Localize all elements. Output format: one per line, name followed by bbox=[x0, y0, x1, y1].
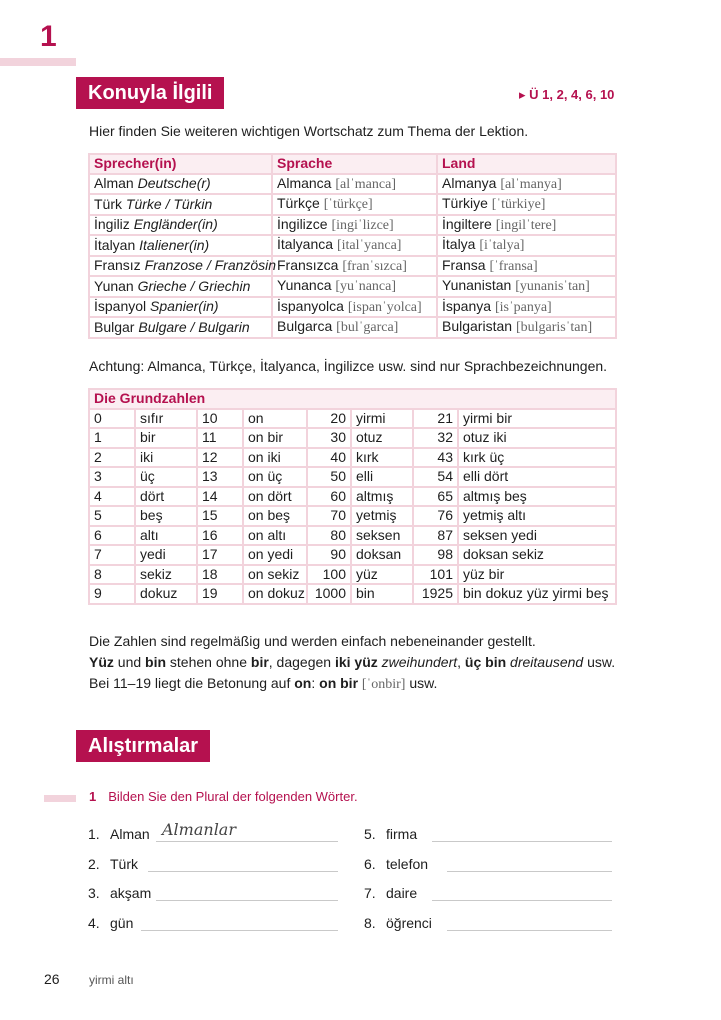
language-cell bbox=[272, 317, 437, 338]
language-table bbox=[88, 153, 617, 339]
answer-line[interactable] bbox=[148, 871, 338, 872]
numbers-table-row bbox=[89, 526, 616, 546]
language-table-row bbox=[89, 317, 616, 338]
number-word-cell: yirmi bbox=[351, 409, 413, 429]
exercise-item-index: 3. bbox=[88, 885, 100, 901]
number-digit-cell: 11 bbox=[197, 428, 243, 448]
exercise-item-index: 6. bbox=[364, 855, 376, 872]
number-word-cell: altı bbox=[135, 526, 197, 546]
number-digit-cell: 100 bbox=[307, 565, 351, 585]
number-digit-cell: 6 bbox=[89, 526, 135, 546]
exercise-item bbox=[88, 826, 150, 846]
speaker-cell bbox=[89, 215, 272, 236]
exercise-item-index: 8. bbox=[364, 914, 376, 931]
page-number: 26 bbox=[44, 971, 60, 987]
speaker-turkish: Türk bbox=[94, 195, 122, 212]
country-pronunciation: [ˈtürkiye] bbox=[491, 197, 546, 212]
number-digit-cell: 80 bbox=[307, 526, 351, 546]
language-cell bbox=[272, 194, 437, 215]
language-cell bbox=[272, 215, 437, 236]
country-cell bbox=[437, 174, 616, 195]
number-digit-cell: 40 bbox=[307, 448, 351, 468]
language-name: İngilizce bbox=[277, 215, 328, 232]
number-word-cell: bin dokuz yüz yirmi beş bbox=[458, 584, 616, 604]
exercise-item-index: 1. bbox=[88, 826, 100, 842]
country-pronunciation: [isˈpanya] bbox=[494, 299, 552, 315]
section-heading-alistirmalar: Alıştırmalar bbox=[76, 730, 210, 762]
note-italic: zweihundert bbox=[381, 654, 458, 670]
number-word-cell: elli dört bbox=[458, 467, 616, 487]
language-name: İspanyolca bbox=[277, 297, 344, 314]
grammar-notes bbox=[89, 631, 615, 695]
language-table-row bbox=[89, 215, 616, 236]
speaker-turkish: İspanyol bbox=[94, 298, 147, 314]
note-bold: bir bbox=[250, 654, 269, 670]
number-digit-cell: 15 bbox=[197, 506, 243, 526]
country-cell bbox=[437, 215, 616, 236]
country-name: Yunanistan bbox=[442, 277, 512, 293]
speaker-cell bbox=[89, 276, 272, 297]
country-name: İtalya bbox=[442, 236, 476, 252]
answer-line[interactable] bbox=[141, 930, 338, 931]
number-word-cell: otuz bbox=[351, 428, 413, 448]
number-digit-cell: 50 bbox=[307, 467, 351, 487]
number-digit-cell: 76 bbox=[413, 506, 458, 526]
speaker-cell bbox=[89, 317, 272, 338]
speaker-cell bbox=[89, 256, 277, 277]
speaker-turkish: Alman bbox=[94, 175, 134, 191]
note-text: stehen ohne bbox=[166, 654, 251, 670]
note-text: usw. bbox=[583, 654, 616, 670]
number-word-cell: yirmi bir bbox=[458, 409, 616, 429]
column-header-speaker: Sprecher(in) bbox=[89, 154, 272, 174]
number-word-cell: on üç bbox=[243, 467, 307, 487]
exercise-item-word: gün bbox=[110, 914, 134, 931]
note-text: Bei 11–19 liegt die Betonung auf bbox=[89, 675, 295, 691]
numbers-table-row bbox=[89, 565, 616, 585]
column-header-language: Sprache bbox=[272, 154, 437, 174]
number-digit-cell: 1000 bbox=[307, 584, 351, 604]
number-digit-cell: 12 bbox=[197, 448, 243, 468]
note-text: , bbox=[457, 654, 465, 670]
country-pronunciation: [ingilˈtere] bbox=[495, 217, 557, 233]
chapter-number: 1 bbox=[40, 20, 57, 53]
number-word-cell: on sekiz bbox=[243, 565, 307, 585]
speaker-german: Engländer(in) bbox=[133, 216, 218, 232]
speaker-turkish: Bulgar bbox=[94, 318, 135, 335]
speaker-cell bbox=[89, 297, 272, 318]
number-word-cell: on bbox=[243, 409, 307, 429]
country-cell bbox=[437, 194, 616, 215]
country-name: Fransa bbox=[442, 256, 486, 273]
country-cell bbox=[437, 276, 616, 297]
number-word-cell: otuz iki bbox=[458, 428, 616, 448]
language-table-row bbox=[89, 194, 616, 215]
speaker-german: Spanier(in) bbox=[150, 298, 219, 314]
country-name: Türkiye bbox=[442, 195, 488, 211]
language-table-row bbox=[89, 174, 616, 195]
page-number-word: yirmi altı bbox=[89, 973, 134, 987]
exercise-item-word: akşam bbox=[110, 885, 152, 901]
exercise-item bbox=[364, 885, 417, 905]
chapter-accent-bar bbox=[0, 58, 76, 66]
speaker-german: Türke / Türkin bbox=[125, 195, 213, 212]
number-digit-cell: 54 bbox=[413, 467, 458, 487]
number-word-cell: doksan bbox=[351, 545, 413, 565]
number-digit-cell: 43 bbox=[413, 448, 458, 468]
numbers-table-row bbox=[89, 448, 616, 468]
number-word-cell: dokuz bbox=[135, 584, 197, 604]
number-digit-cell: 17 bbox=[197, 545, 243, 565]
number-word-cell: seksen yedi bbox=[458, 526, 616, 546]
language-cell bbox=[272, 256, 437, 277]
language-name: Türkçe bbox=[277, 195, 320, 211]
note-italic: dreitausend bbox=[510, 654, 584, 670]
language-pronunciation: [italˈyanca] bbox=[336, 238, 402, 253]
number-word-cell: sekiz bbox=[135, 565, 197, 585]
intro-text: Hier finden Sie weiteren wichtigen Wortschatz zum Thema der Lektion. bbox=[89, 123, 529, 139]
number-word-cell: on dört bbox=[243, 487, 307, 507]
number-digit-cell: 21 bbox=[413, 409, 458, 429]
country-cell bbox=[437, 256, 616, 277]
number-word-cell: altmış bbox=[351, 487, 413, 507]
note-text: usw. bbox=[405, 675, 438, 691]
numbers-table-row bbox=[89, 487, 616, 507]
country-cell bbox=[437, 297, 616, 318]
country-cell bbox=[437, 317, 616, 338]
language-pronunciation: [ispanˈyolca] bbox=[347, 299, 422, 315]
number-word-cell: yedi bbox=[135, 545, 197, 565]
number-digit-cell: 87 bbox=[413, 526, 458, 546]
speaker-cell bbox=[89, 235, 272, 256]
number-word-cell: üç bbox=[135, 467, 197, 487]
note-bold: on bbox=[294, 675, 312, 691]
exercise-item bbox=[88, 856, 138, 876]
language-name: Yunanca bbox=[277, 277, 332, 293]
country-name: Bulgaristan bbox=[442, 318, 513, 334]
number-digit-cell: 90 bbox=[307, 545, 351, 565]
speaker-turkish: İngiliz bbox=[94, 216, 130, 232]
number-digit-cell: 1925 bbox=[413, 584, 458, 604]
exercise-instruction bbox=[89, 789, 358, 804]
exercise-item-index: 7. bbox=[364, 885, 376, 901]
number-word-cell: bir bbox=[135, 428, 197, 448]
speaker-german: Grieche / Griechin bbox=[137, 277, 251, 294]
number-digit-cell: 30 bbox=[307, 428, 351, 448]
handwritten-answer: Almanlar bbox=[162, 820, 236, 839]
number-digit-cell: 32 bbox=[413, 428, 458, 448]
number-word-cell: dört bbox=[135, 487, 197, 507]
language-table-header-row bbox=[89, 154, 616, 174]
country-pronunciation: [ˈfransa] bbox=[489, 258, 538, 274]
language-pronunciation: [ingiˈlizce] bbox=[331, 217, 394, 233]
exercise-item bbox=[364, 915, 432, 935]
number-word-cell: iki bbox=[135, 448, 197, 468]
speaker-german: Franzose / Französin bbox=[144, 257, 277, 273]
speaker-turkish: Fransız bbox=[94, 257, 141, 273]
exercise-item bbox=[88, 885, 151, 905]
number-digit-cell: 60 bbox=[307, 487, 351, 507]
answer-line[interactable] bbox=[447, 930, 612, 931]
answer-line[interactable] bbox=[447, 871, 612, 872]
number-digit-cell: 5 bbox=[89, 506, 135, 526]
number-digit-cell: 13 bbox=[197, 467, 243, 487]
number-word-cell: on yedi bbox=[243, 545, 307, 565]
language-cell bbox=[272, 297, 437, 318]
country-cell bbox=[437, 235, 616, 256]
number-digit-cell: 3 bbox=[89, 467, 135, 487]
language-cell bbox=[272, 235, 437, 256]
answer-line[interactable] bbox=[156, 900, 338, 901]
number-word-cell: on bir bbox=[243, 428, 307, 448]
language-table-row bbox=[89, 276, 616, 297]
answer-line[interactable] bbox=[432, 841, 612, 842]
language-pronunciation: [yuˈnanca] bbox=[335, 279, 397, 294]
number-digit-cell: 10 bbox=[197, 409, 243, 429]
language-table-row bbox=[89, 256, 616, 277]
language-name: Fransızca bbox=[277, 256, 339, 273]
exercise-item-index: 2. bbox=[88, 855, 100, 872]
speaker-german: Bulgare / Bulgarin bbox=[138, 318, 250, 335]
number-digit-cell: 70 bbox=[307, 506, 351, 526]
number-word-cell: yüz bir bbox=[458, 565, 616, 585]
number-digit-cell: 19 bbox=[197, 584, 243, 604]
number-word-cell: yüz bbox=[351, 565, 413, 585]
speaker-turkish: Yunan bbox=[94, 277, 134, 294]
note-text: und bbox=[113, 654, 146, 670]
speaker-turkish: İtalyan bbox=[94, 236, 136, 253]
exercise-number: 1 bbox=[89, 789, 97, 804]
speaker-german: Italiener(in) bbox=[139, 236, 210, 253]
country-pronunciation: [iˈtalya] bbox=[479, 238, 525, 253]
exercise-instruction-text: Bilden Sie den Plural der folgenden Wörter. bbox=[108, 789, 358, 804]
language-cell bbox=[272, 276, 437, 297]
number-word-cell: bin bbox=[351, 584, 413, 604]
note-bold: üç bin bbox=[464, 654, 507, 670]
language-name: İtalyanca bbox=[277, 236, 334, 252]
numbers-table-row bbox=[89, 428, 616, 448]
note-line-1: Die Zahlen sind regelmäßig und werden einfach nebeneinander gestellt. bbox=[89, 633, 536, 649]
numbers-table-row bbox=[89, 545, 616, 565]
answer-line[interactable] bbox=[156, 841, 338, 842]
note-text: : bbox=[311, 675, 320, 691]
number-word-cell: doksan sekiz bbox=[458, 545, 616, 565]
answer-line[interactable] bbox=[432, 900, 612, 901]
country-pronunciation: [alˈmanya] bbox=[500, 176, 562, 192]
achtung-note: Achtung: Almanca, Türkçe, İtalyanca, İngilizce usw. sind nur Sprachbezeichnungen. bbox=[89, 358, 608, 374]
number-digit-cell: 20 bbox=[307, 409, 351, 429]
number-word-cell: seksen bbox=[351, 526, 413, 546]
note-pronunciation: [ˈonbir] bbox=[361, 677, 406, 692]
country-name: İngiltere bbox=[442, 215, 492, 232]
number-digit-cell: 4 bbox=[89, 487, 135, 507]
speaker-cell bbox=[89, 194, 272, 215]
language-name: Bulgarca bbox=[277, 318, 333, 334]
note-line-3 bbox=[89, 673, 615, 695]
number-digit-cell: 1 bbox=[89, 428, 135, 448]
note-text: , dagegen bbox=[268, 654, 335, 670]
number-digit-cell: 2 bbox=[89, 448, 135, 468]
number-word-cell: yetmiş altı bbox=[458, 506, 616, 526]
number-word-cell: yetmiş bbox=[351, 506, 413, 526]
exercise-item-index: 4. bbox=[88, 914, 100, 931]
language-table-row bbox=[89, 297, 616, 318]
language-pronunciation: [ˈtürkçe] bbox=[323, 197, 373, 212]
column-header-country: Land bbox=[437, 154, 616, 174]
number-word-cell: beş bbox=[135, 506, 197, 526]
exercise-item bbox=[364, 826, 417, 846]
number-word-cell: altmış beş bbox=[458, 487, 616, 507]
country-pronunciation: [yunanisˈtan] bbox=[515, 279, 590, 294]
numbers-table-row bbox=[89, 584, 616, 604]
number-word-cell: on beş bbox=[243, 506, 307, 526]
language-pronunciation: [bulˈgarca] bbox=[336, 320, 399, 335]
language-name: Almanca bbox=[277, 174, 332, 191]
numbers-table-row bbox=[89, 467, 616, 487]
exercise-item-word: öğrenci bbox=[386, 914, 432, 931]
number-digit-cell: 9 bbox=[89, 584, 135, 604]
number-digit-cell: 7 bbox=[89, 545, 135, 565]
exercise-item-word: telefon bbox=[386, 855, 429, 872]
exercise-item-word: daire bbox=[386, 885, 418, 901]
number-digit-cell: 65 bbox=[413, 487, 458, 507]
number-digit-cell: 98 bbox=[413, 545, 458, 565]
note-bold: bin bbox=[145, 654, 167, 670]
number-word-cell: on iki bbox=[243, 448, 307, 468]
numbers-table bbox=[88, 388, 617, 605]
exercise-cross-reference: ▸ Ü 1, 2, 4, 6, 10 bbox=[519, 87, 615, 102]
number-digit-cell: 16 bbox=[197, 526, 243, 546]
number-digit-cell: 18 bbox=[197, 565, 243, 585]
exercise-item bbox=[364, 856, 428, 876]
speaker-german: Deutsche(r) bbox=[137, 175, 211, 191]
number-word-cell: on altı bbox=[243, 526, 307, 546]
note-bold: on bir bbox=[319, 675, 359, 691]
country-name: İspanya bbox=[442, 297, 492, 314]
language-pronunciation: [franˈsızca] bbox=[342, 258, 407, 274]
number-word-cell: elli bbox=[351, 467, 413, 487]
number-word-cell: kırk bbox=[351, 448, 413, 468]
number-word-cell: sıfır bbox=[135, 409, 197, 429]
note-bold: iki yüz bbox=[334, 654, 378, 670]
exercise-item-word: Alman bbox=[110, 826, 150, 842]
speaker-cell bbox=[89, 174, 272, 195]
exercise-item-index: 5. bbox=[364, 826, 376, 842]
numbers-table-row bbox=[89, 409, 616, 429]
country-pronunciation: [bulgarisˈtan] bbox=[515, 320, 593, 335]
number-digit-cell: 14 bbox=[197, 487, 243, 507]
note-bold: Yüz bbox=[89, 654, 114, 670]
numbers-table-title: Die Grundzahlen bbox=[89, 389, 616, 409]
exercise-item-word: Türk bbox=[110, 855, 138, 872]
section-heading-konuyla-ilgili: Konuyla İlgili bbox=[76, 77, 224, 109]
note-line-2 bbox=[89, 652, 615, 673]
exercise-accent-bar bbox=[44, 795, 76, 802]
number-word-cell: kırk üç bbox=[458, 448, 616, 468]
language-cell bbox=[272, 174, 437, 195]
language-table-row bbox=[89, 235, 616, 256]
number-digit-cell: 8 bbox=[89, 565, 135, 585]
country-name: Almanya bbox=[442, 174, 497, 191]
exercise-item bbox=[88, 915, 133, 935]
exercise-item-word: firma bbox=[386, 826, 418, 842]
numbers-table-row bbox=[89, 506, 616, 526]
number-word-cell: on dokuz bbox=[243, 584, 307, 604]
number-digit-cell: 0 bbox=[89, 409, 135, 429]
number-digit-cell: 101 bbox=[413, 565, 458, 585]
language-pronunciation: [alˈmanca] bbox=[335, 176, 396, 192]
